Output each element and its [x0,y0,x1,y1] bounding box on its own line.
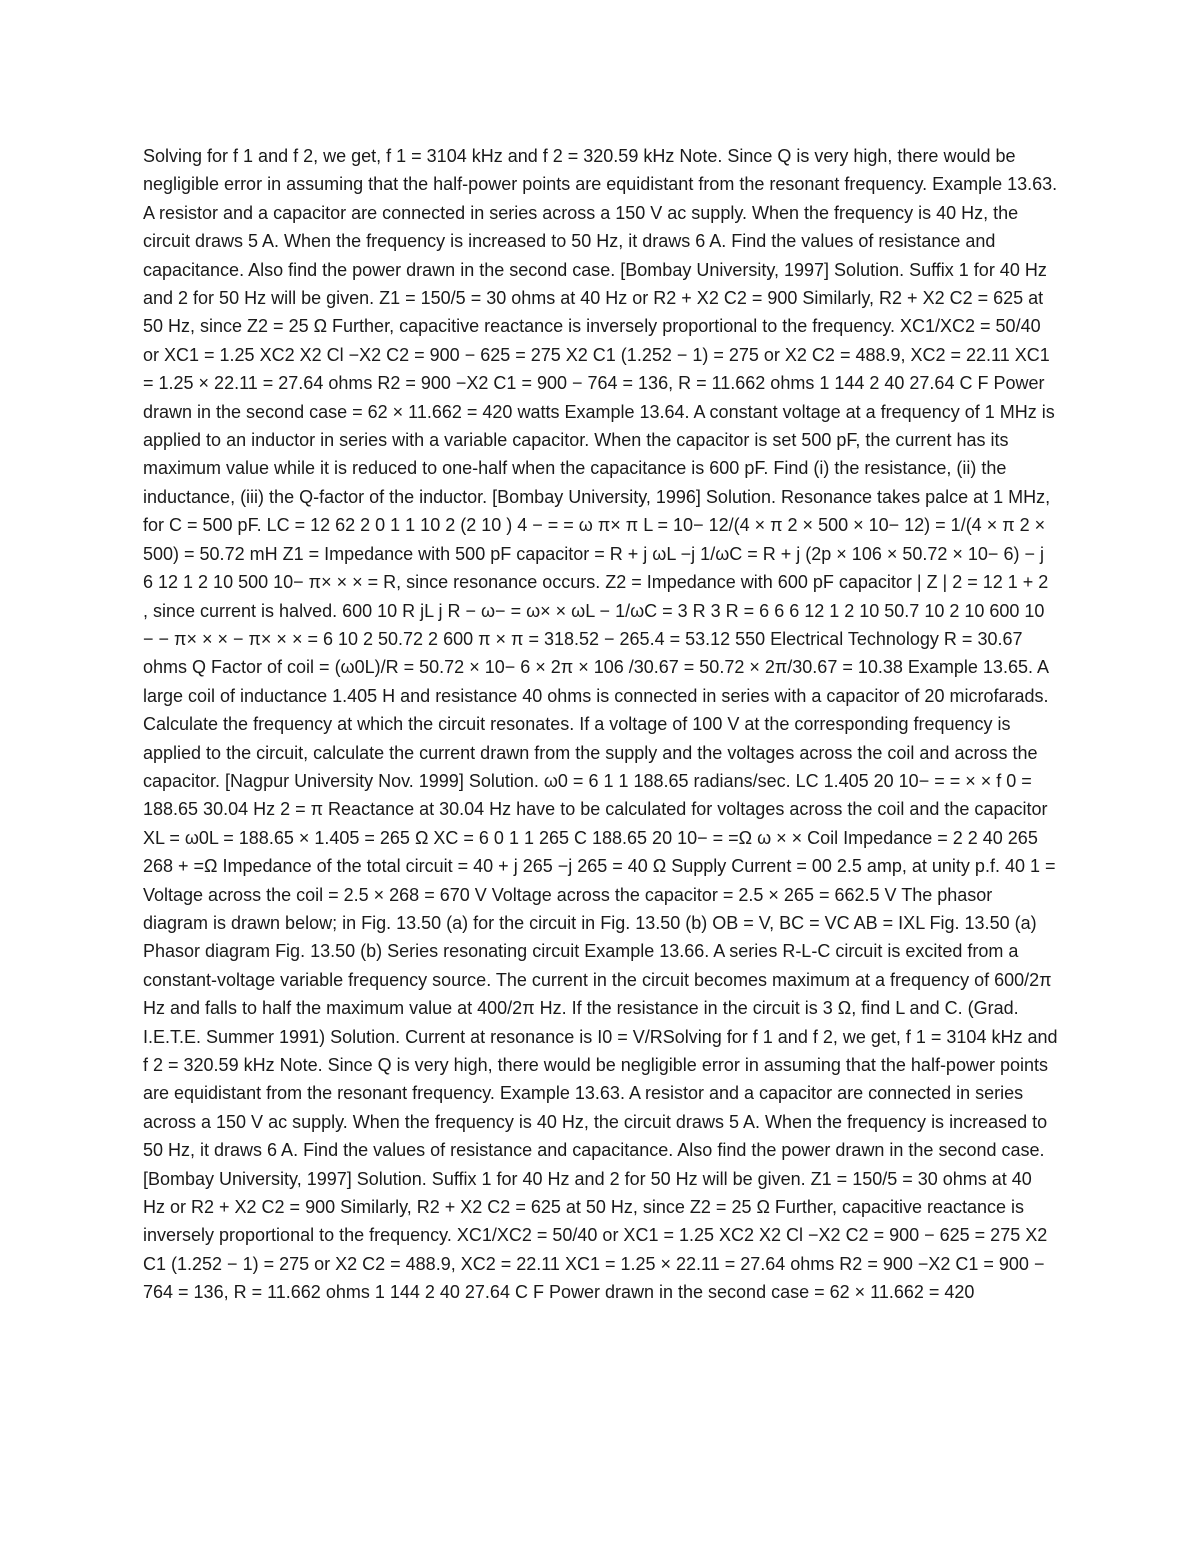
body-paragraph: Solving for f 1 and f 2, we get, f 1 = 3104 kHz and f 2 = 320.59 kHz Note. Since Q is very high, there would be negligible error in assuming that the half-power points are equidistant from the resonant frequency. Example 13.63. A resistor and a capacitor are connected in series across a 150 V ac supply. When the frequency is 40 Hz, the circuit draws 5 A. When the frequency is increased to 50 Hz, it draws 6 A. Find the values of resistance and capacitance. Also find the power drawn in the second case. [Bombay University, 1997] Solution. Suffix 1 for 40 Hz and 2 for 50 Hz will be given. Z1 = 150/5 = 30 ohms at 40 Hz or R2 + X2 C2 = 900 Similarly, R2 + X2 C2 = 625 at 50 Hz, since Z2 = 25 Ω Further, capacitive reactance is inversely proportional to the frequency. XC1/XC2 = 50/40 or XC1 = 1.25 XC2 X2 Cl −X2 C2 = 900 − 625 = 275 X2 C1 (1.252 − 1) = 275 or X2 C2 = 488.9, XC2 = 22.11 XC1 = 1.25 × 22.11 = 27.64 ohms R2 = 900 −X2 C1 = 900 − 764 = 136, R = 11.662 ohms 1 144 2 40 27.64 C F Power drawn in the second case = 62 × 11.662 = 420 watts Example 13.64. A constant voltage at a frequency of 1 MHz is applied to an inductor in series with a variable capacitor. When the capacitor is set 500 pF, the current has its maximum value while it is reduced to one-half when the capacitance is 600 pF. Find (i) the resistance, (ii) the inductance, (iii) the Q-factor of the inductor. [Bombay University, 1996] Solution. Resonance takes palce at 1 MHz, for C = 500 pF. LC = 12 62 2 0 1 1 10 2 (2 10 ) 4 − = = ω π× π L = 10− 12/(4 × π 2 × 500 × 10− 12) = 1/(4 × π 2 × 500) = 50.72 mH Z1 = Impedance with 500 pF capacitor = R + j ωL −j 1/ωC = R + j (2p × 106 × 50.72 × 10− 6) − j 6 12 1 2 10 500 10− π× × × = R, since resonance occurs. Z2 = Impedance with 600 pF capacitor | Z | 2 = 12 1 + 2 , since current is halved. 600 10 R jL j R − ω− = ω× × ωL − 1/ωC = 3 R 3 R = 6 6 6 12 1 2 10 50.7 10 2 10 600 10 − − π× × × − π× × × = 6 10 2 50.72 2 600 π × π = 318.52 − 265.4 = 53.12 550 Electrical Technology R = 30.67 ohms Q Factor of coil = (ω0L)/R = 50.72 × 10− 6 × 2π × 106 /30.67 = 50.72 × 2π/30.67 = 10.38 Example 13.65. A large coil of inductance 1.405 H and resistance 40 ohms is connected in series with a capacitor of 20 microfarads. Calculate the frequency at which the circuit resonates. If a voltage of 100 V at the corresponding frequency is applied to the circuit, calculate the current drawn from the supply and the voltages across the coil and across the capacitor. [Nagpur University Nov. 1999] Solution. ω0 = 6 1 1 188.65 radians/sec. LC 1.405 20 10− = = × × f 0 = 188.65 30.04 Hz 2 = π Reactance at 30.04 Hz have to be calculated for voltages across the coil and the capacitor XL = ω0L = 188.65 × 1.405 = 265 Ω XC = 6 0 1 1 265 C 188.65 20 10− = =Ω ω × × Coil Impedance = 2 2 40 265 268 + =Ω Impedance of the total circuit = 40 + j 265 −j 265 = 40 Ω Supply Current = 00 2.5 amp, at unity p.f. 40 1 = Voltage across the coil = 2.5 × 268 = 670 V Voltage across the capacitor = 2.5 × 265 = 662.5 V The phasor diagram is drawn below; in Fig. 13.50 (a) for the circuit in Fig. 13.50 (b) OB = V, BC = VC AB = IXL Fig. 13.50 (a) Phasor diagram Fig. 13.50 (b) Series resonating circuit Example 13.66. A series R-L-C circuit is excited from a constant-voltage variable frequency source. The current in the circuit becomes maximum at a frequency of 600/2π Hz and falls to half the maximum value at 400/2π Hz. If the resistance in the circuit is 3 Ω, find L and C. (Grad. I.E.T.E. Summer 1991) Solution. Current at resonance is I0 = V/RSolving for f 1 and f 2, we get, f 1 = 3104 kHz and f 2 = 320.59 kHz Note. Since Q is very high, there would be negligible error in assuming that the half-power points are equidistant from the resonant frequency. Example 13.63. A resistor and a capacitor are connected in series across a 150 V ac supply. When the frequency is 40 Hz, the circuit draws 5 A. When the frequency is increased to 50 Hz, it draws 6 A. Find the values of resistance and capacitance. Also find the power drawn in the second case. [Bombay University, 1997] Solution. Suffix 1 for 40 Hz and 2 for 50 Hz will be given. Z1 = 150/5 = 30 ohms at 40 Hz or R2 + X2 C2 = 900 Similarly, R2 + X2 C2 = 625 at 50 Hz, since Z2 = 25 Ω Further, capacitive reactance is inversely proportional to the frequency. XC1/XC2 = 50/40 or XC1 = 1.25 XC2 X2 Cl −X2 C2 = 900 − 625 = 275 X2 C1 (1.252 − 1) = 275 or X2 C2 = 488.9, XC2 = 22.11 XC1 = 1.25 × 22.11 = 27.64 ohms R2 = 900 −X2 C1 = 900 − 764 = 136, R = 11.662 ohms 1 144 2 40 27.64 C F Power drawn in the second case = 62 × 11.662 = 420 [143,146,1058,1303]
